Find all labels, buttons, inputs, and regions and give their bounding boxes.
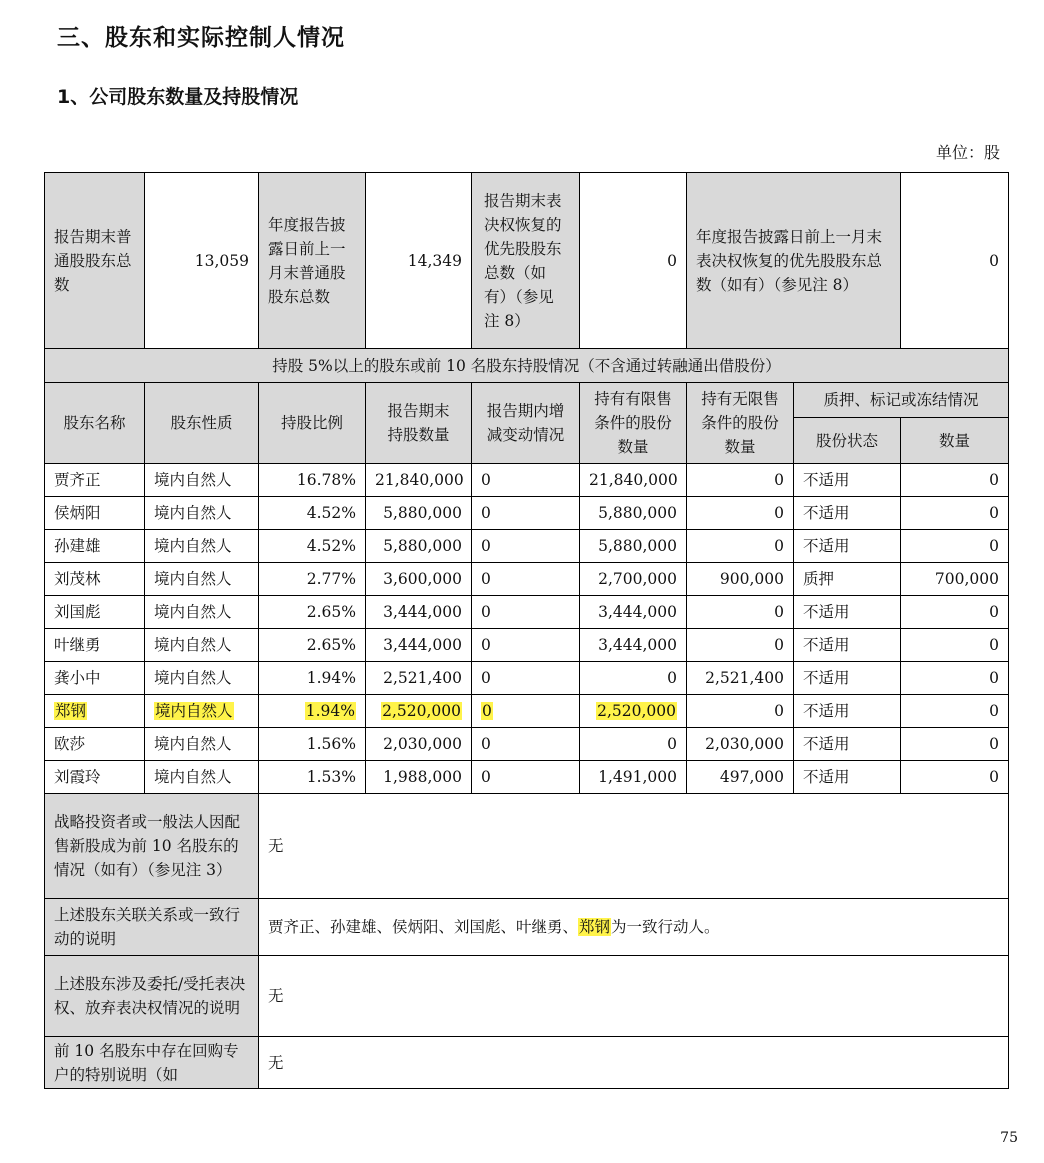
note-value: 无: [259, 794, 1009, 899]
note-text: 贾齐正、孙建雄、侯炳阳、刘国彪、叶继勇、: [268, 918, 579, 936]
section-title: 持股 5%以上的股东或前 10 名股东持股情况（不含通过转融通出借股份）: [45, 349, 1009, 383]
holder-change: 0: [472, 662, 580, 695]
header-restricted: 持有有限售条件的股份数量: [580, 383, 687, 464]
section-heading: 三、股东和实际控制人情况: [57, 25, 345, 51]
holder-qty: 2,521,400: [366, 662, 472, 695]
holder-nature: 境内自然人: [145, 728, 259, 761]
holder-change: [472, 695, 580, 728]
holder-change: 0: [472, 563, 580, 596]
summary-value-2: 14,349: [366, 173, 472, 349]
table-row: [45, 563, 1009, 596]
table-row: [45, 629, 1009, 662]
sub-heading: 1、公司股东数量及持股情况: [57, 86, 299, 108]
summary-value-3: 0: [580, 173, 687, 349]
highlight-mark: 郑钢: [55, 702, 87, 720]
holder-qty: 3,444,000: [366, 596, 472, 629]
holder-pledge-status: 不适用: [794, 497, 901, 530]
holder-ratio: 4.52%: [259, 497, 366, 530]
table-row: [45, 596, 1009, 629]
holder-pledge-qty: 0: [901, 629, 1009, 662]
note-label: 上述股东关联关系或一致行动的说明: [45, 899, 259, 956]
holder-unrestricted: 0: [687, 596, 794, 629]
holder-restricted: [580, 695, 687, 728]
holder-nature: 境内自然人: [145, 563, 259, 596]
holder-nature: 境内自然人: [145, 464, 259, 497]
unit-label: 单位：股: [935, 143, 1000, 162]
highlight-mark: 郑钢: [579, 918, 611, 936]
holder-nature: 境内自然人: [145, 596, 259, 629]
section-title-row: [45, 349, 1009, 383]
holder-qty: 5,880,000: [366, 497, 472, 530]
holder-qty: 3,600,000: [366, 563, 472, 596]
header-ratio: 持股比例: [259, 383, 366, 464]
header-pledge-qty: 数量: [901, 418, 1009, 464]
holder-pledge-status: 不适用: [794, 464, 901, 497]
holder-unrestricted: 0: [687, 464, 794, 497]
table-row: [45, 761, 1009, 794]
holder-name: 叶继勇: [45, 629, 145, 662]
holder-pledge-qty: 0: [901, 761, 1009, 794]
holder-pledge-status: 不适用: [794, 761, 901, 794]
holder-change: 0: [472, 629, 580, 662]
holder-pledge-qty: 700,000: [901, 563, 1009, 596]
holder-change: 0: [472, 530, 580, 563]
summary-value-1: 13,059: [145, 173, 259, 349]
holder-pledge-qty: 0: [901, 464, 1009, 497]
holder-restricted: 3,444,000: [580, 629, 687, 662]
holder-unrestricted: 2,521,400: [687, 662, 794, 695]
holder-change: 0: [472, 596, 580, 629]
holder-pledge-qty: 0: [901, 530, 1009, 563]
holder-ratio: 1.94%: [259, 662, 366, 695]
holder-ratio: 4.52%: [259, 530, 366, 563]
holder-qty: 5,880,000: [366, 530, 472, 563]
holder-qty: 21,840,000: [366, 464, 472, 497]
header-row-1: [45, 383, 1009, 418]
note-row: [45, 956, 1009, 1037]
header-unrestricted: 持有无限售条件的股份数量: [687, 383, 794, 464]
holder-name: 欧莎: [45, 728, 145, 761]
holder-change: 0: [472, 464, 580, 497]
holder-name: 孙建雄: [45, 530, 145, 563]
holder-unrestricted: 0: [687, 497, 794, 530]
note-row: [45, 794, 1009, 899]
holder-pledge-status: 不适用: [794, 662, 901, 695]
table-row: [45, 530, 1009, 563]
holder-restricted: 21,840,000: [580, 464, 687, 497]
holder-nature: 境内自然人: [145, 629, 259, 662]
header-nature: 股东性质: [145, 383, 259, 464]
highlight-mark: 0: [482, 702, 492, 720]
holder-pledge-qty: 0: [901, 662, 1009, 695]
holder-change: 0: [472, 497, 580, 530]
note-row: [45, 1037, 1009, 1089]
holder-ratio: 2.77%: [259, 563, 366, 596]
holder-nature: 境内自然人: [145, 761, 259, 794]
holder-pledge-qty: 0: [901, 695, 1009, 728]
holder-qty: 3,444,000: [366, 629, 472, 662]
shareholder-table: [44, 172, 1009, 1089]
holder-restricted: 2,700,000: [580, 563, 687, 596]
holder-restricted: 0: [580, 662, 687, 695]
note-value: [259, 899, 1009, 956]
holder-unrestricted: 0: [687, 695, 794, 728]
holder-nature: 境内自然人: [145, 662, 259, 695]
holder-name: [45, 695, 145, 728]
holder-qty: 2,030,000: [366, 728, 472, 761]
header-pledge: 质押、标记或冻结情况: [794, 383, 1009, 418]
note-value: 无: [259, 1037, 1009, 1089]
holder-restricted: 3,444,000: [580, 596, 687, 629]
table-row: [45, 662, 1009, 695]
header-name: 股东名称: [45, 383, 145, 464]
note-text: 为一致行动人。: [611, 918, 720, 936]
note-row: [45, 899, 1009, 956]
holder-name: 刘茂林: [45, 563, 145, 596]
holder-nature: 境内自然人: [145, 497, 259, 530]
holder-restricted: 0: [580, 728, 687, 761]
holder-restricted: 5,880,000: [580, 497, 687, 530]
holder-pledge-qty: 0: [901, 728, 1009, 761]
note-label: 上述股东涉及委托/受托表决权、放弃表决权情况的说明: [45, 956, 259, 1037]
highlight-mark: 1.94%: [305, 702, 355, 720]
holder-ratio: 1.56%: [259, 728, 366, 761]
holder-unrestricted: 0: [687, 629, 794, 662]
holder-ratio: [259, 695, 366, 728]
highlight-mark: 2,520,000: [597, 702, 676, 720]
holder-unrestricted: 900,000: [687, 563, 794, 596]
header-pledge-status: 股份状态: [794, 418, 901, 464]
holder-nature: 境内自然人: [145, 530, 259, 563]
summary-label-1: 报告期末普通股股东总数: [45, 173, 145, 349]
holder-ratio: 16.78%: [259, 464, 366, 497]
holder-ratio: 2.65%: [259, 629, 366, 662]
holder-pledge-status: 不适用: [794, 629, 901, 662]
holder-unrestricted: 2,030,000: [687, 728, 794, 761]
holder-pledge-status: 不适用: [794, 728, 901, 761]
highlight-mark: 境内自然人: [155, 702, 233, 720]
holder-change: 0: [472, 761, 580, 794]
holder-name: 刘霞玲: [45, 761, 145, 794]
holder-qty: [366, 695, 472, 728]
holder-restricted: 1,491,000: [580, 761, 687, 794]
summary-row: [45, 173, 1009, 349]
table-row: [45, 728, 1009, 761]
holder-pledge-status: 不适用: [794, 596, 901, 629]
holder-nature: [145, 695, 259, 728]
holder-ratio: 2.65%: [259, 596, 366, 629]
table-row: [45, 464, 1009, 497]
holder-pledge-status: 质押: [794, 563, 901, 596]
table-row-highlighted: [45, 695, 1009, 728]
holder-name: 刘国彪: [45, 596, 145, 629]
holder-pledge-status: 不适用: [794, 530, 901, 563]
note-label: 前 10 名股东中存在回购专户的特别说明（如: [45, 1037, 259, 1089]
holder-unrestricted: 0: [687, 530, 794, 563]
holder-pledge-status: 不适用: [794, 695, 901, 728]
header-qty: 报告期末持股数量: [366, 383, 472, 464]
holder-name: 侯炳阳: [45, 497, 145, 530]
holder-unrestricted: 497,000: [687, 761, 794, 794]
summary-label-3: 报告期末表决权恢复的优先股股东总数（如有）（参见注 8）: [472, 173, 580, 349]
holder-pledge-qty: 0: [901, 596, 1009, 629]
holder-name: 贾齐正: [45, 464, 145, 497]
page-number: 75: [1000, 1130, 1018, 1146]
holder-ratio: 1.53%: [259, 761, 366, 794]
summary-label-4: 年度报告披露日前上一月末表决权恢复的优先股股东总数（如有）（参见注 8）: [687, 173, 901, 349]
holder-change: 0: [472, 728, 580, 761]
holder-qty: 1,988,000: [366, 761, 472, 794]
summary-label-2: 年度报告披露日前上一月末普通股股东总数: [259, 173, 366, 349]
table-row: [45, 497, 1009, 530]
holder-name: 龚小中: [45, 662, 145, 695]
holder-restricted: 5,880,000: [580, 530, 687, 563]
note-value: 无: [259, 956, 1009, 1037]
highlight-mark: 2,520,000: [382, 702, 461, 720]
summary-value-4: 0: [901, 173, 1009, 349]
header-change: 报告期内增减变动情况: [472, 383, 580, 464]
note-label: 战略投资者或一般法人因配售新股成为前 10 名股东的情况（如有）（参见注 3）: [45, 794, 259, 899]
holder-pledge-qty: 0: [901, 497, 1009, 530]
